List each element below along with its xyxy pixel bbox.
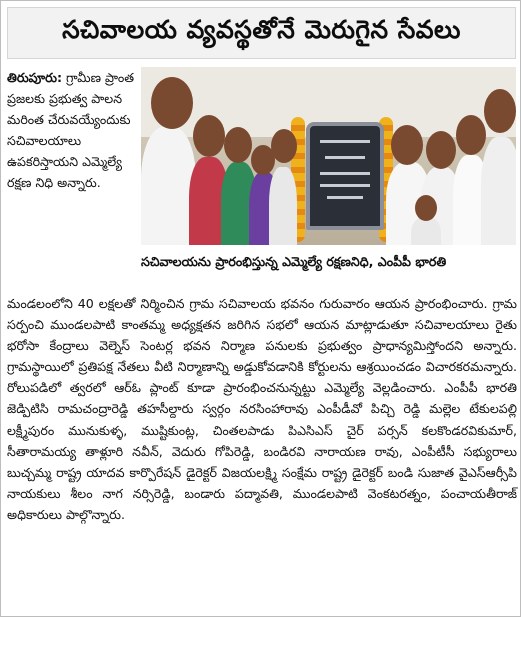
person-head: [456, 115, 486, 155]
plaque-line: [320, 140, 370, 143]
lead-paragraph: [7, 67, 135, 193]
plaque-line: [320, 172, 370, 175]
person-head: [271, 129, 297, 163]
child: [411, 217, 441, 245]
person: [141, 127, 196, 245]
person-head: [391, 125, 423, 165]
child-head: [415, 195, 437, 221]
dateline: తిరుపూరు:: [7, 70, 63, 85]
headline: సచివాలయ వ్యవస్థతోనే మెరుగైన సేవలు: [62, 15, 461, 44]
person-head: [193, 115, 225, 157]
plaque-line: [320, 184, 370, 187]
person-head: [224, 127, 252, 163]
person: [269, 167, 297, 245]
photo-caption: సచివాలయను ప్రారంభిస్తున్న ఎమ్మెల్యే రక్షణనిధి, ఎంపీపీ భారతి: [141, 254, 447, 269]
plaque-line: [325, 156, 365, 159]
article-body: [7, 293, 517, 525]
person-head: [426, 131, 456, 169]
plaque-line: [327, 196, 363, 199]
person-head: [484, 89, 516, 133]
person-head: [151, 77, 193, 129]
news-photo: [141, 67, 516, 245]
article-paragraph: మండలంలోని 40 లక్షలతో నిర్మించిన గ్రామ సచివాలయ భవనం గురువారం ఆయన ప్రారంభించారు. గ్రామ సర్పంచి ముండలపాటి కాంతమ్మ అధ్యక్షతన జరిగిన సభలో ఆయన మాట్లాడుతూ సచివాలయాలు రైతు భరోసా కేంద్రాలు వెల్నెస్ సెంటర్ల భవన నిర్మాణ పనులకు ప్రభుత్వం ప్రాధాన్యమిస్తోందని అన్నారు. గ్రామస్థాయిలో ప్రతిపక్ష నేతలు వీటి నిర్మాణాన్ని అడ్డుకోవడానికి కోర్టులను ఆశ్రయించడం విచారకరమన్నారు. రోలుపడిలో త్వరలో ఆర్ఓ ప్లాంట్ కూడా ప్రారంభించనున్నట్టు ఎమ్మెల్యే వెల్లడించారు. ఎంపీపీ భారతి జెడ్పిటిసి రామచంద్రారెడ్డి తహసీల్దారు స్వర్గం నరసింహారావు ఎంపీడీవో పిచ్చి రెడ్డి మల్లెల టేకులపల్లి లక్ష్మీపురం మునుకుళ్ళ, ముష్టికుంట్ల, చింతలపాడు పిఎసిఎస్ చైర్ పర్సన్ కలకొండరవికుమార్, సీతారామయ్య తాళ్లూరి నవీన్, వెదురు గోపిరెడ్డి, బండిరవి నారాయణ రావు, ఎంపీటీసీ సభ్యురాలు బుచ్చమ్మ రాష్ట్ర యాదవ కార్పొరేషన్ డైరెక్టర్ విజయలక్ష్మి సంక్షేమ రాష్ట్ర డైరెక్టర్ బండి సుజాత వైఎస్ఆర్సీపి నాయకులు శీలం నాగ నర్సిరెడ్డి, బండారు పద్మావతి, ముండలపాటి వెంకటరత్నం, పంచాయతీరాజ్ అధికారులు పాల్గొన్నారు.: [7, 296, 517, 522]
lead-text: గ్రామీణ ప్రాంత ప్రజలకు ప్రభుత్వ పాలన మరింత చేరువయ్యేందుకు సచివాలయాలు ఉపకరిస్తాయని ఎమ్మెల్యే రక్షణ నిధి అన్నారు.: [7, 70, 135, 190]
person: [481, 137, 516, 245]
headline-banner: [7, 7, 516, 59]
inauguration-plaque: [306, 122, 384, 230]
